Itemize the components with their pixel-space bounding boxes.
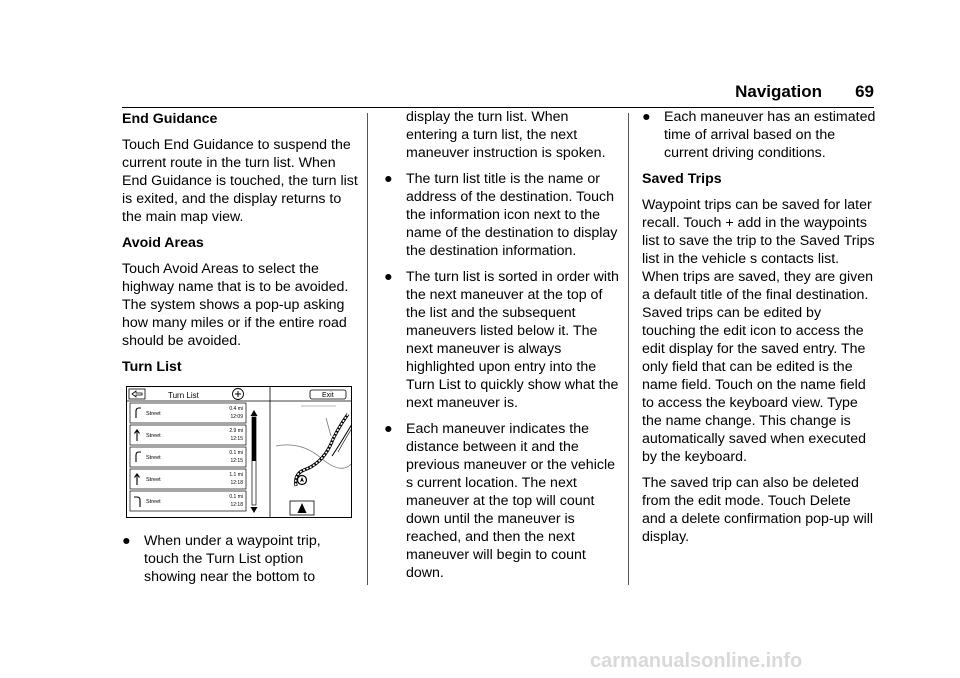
avoid-areas-body: Touch Avoid Areas to select the highway name that is to be avoided. The system shows a pop-up asking how many miles or if the entire road should be avoided.	[122, 261, 349, 349]
page-header	[122, 80, 874, 106]
svg-text:12:15: 12:15	[230, 436, 243, 442]
page-number: 69	[855, 82, 874, 101]
svg-text:0.1 mi: 0.1 mi	[229, 494, 243, 500]
exit-button[interactable]	[310, 390, 346, 399]
svg-text:Street: Street	[146, 455, 161, 461]
column-1	[122, 108, 358, 594]
saved-trips-heading: Saved Trips	[642, 171, 722, 187]
turn-list-title: Turn List	[168, 391, 199, 400]
bullet-marker: ●	[384, 421, 393, 437]
section-title: Navigation	[735, 82, 822, 101]
column-2	[384, 108, 620, 590]
turn-list-heading: Turn List	[122, 359, 182, 375]
bullet-text: The turn list title is the name or address of the destination. Touch the information icon next to the name of the destination to display the destination information.	[406, 171, 618, 259]
svg-text:Exit: Exit	[322, 392, 334, 399]
svg-text:1.1 mi: 1.1 mi	[229, 472, 243, 478]
bullet-item	[384, 268, 620, 412]
bullet-marker: ●	[642, 109, 651, 125]
turn-list-screenshot	[126, 386, 352, 518]
bullet-text: The turn list is sorted in order with the next maneuver at the top of the list and the subsequent maneuvers listed below it. The next maneuver is always highlighted upon entry into the Turn List to quickly show what the next maneuver is.	[406, 269, 619, 411]
bullet-marker: ●	[384, 269, 393, 285]
bullet-marker: ●	[122, 533, 131, 549]
list-item[interactable]	[130, 403, 246, 423]
bullet-text: Each maneuver indicates the distance between it and the previous maneuver or the vehicle s current location. The next maneuver at the top will count down until the maneuver is reached, and then the next maneuver will begin to count down.	[406, 421, 615, 581]
svg-text:12:18: 12:18	[230, 480, 243, 486]
svg-text:12:09: 12:09	[230, 414, 243, 420]
saved-trips-body-1: Waypoint trips can be saved for later recall. Touch + add in the waypoints list to save the trip to the Saved Trips list in the vehicle s contacts list. When trips are saved, they are given a default title of the final destination. Saved trips can be edited by touching the edit icon to access the edit display for the saved entry. The only field that can be edited is the name field. Touch on the name field to access the keyboard view. Type the name change. This change is automatically saved when executed by the keyboard.	[642, 197, 875, 465]
watermark: carmanualsonline.info	[590, 650, 803, 672]
bullet-item	[384, 170, 620, 260]
svg-text:Street: Street	[146, 499, 161, 505]
continuation-text: display the turn list. When entering a turn list, the next maneuver instruction is spoken.	[406, 109, 606, 161]
recenter-button[interactable]	[290, 501, 314, 515]
saved-trips-body-2: The saved trip can also be deleted from the edit mode. Touch Delete and a delete confirmation pop-up will display.	[642, 475, 874, 545]
svg-text:12:18: 12:18	[230, 502, 243, 508]
vehicle-position-icon	[298, 476, 307, 485]
bullet-item	[384, 420, 620, 582]
list-item[interactable]	[130, 469, 246, 489]
column-divider-2	[628, 113, 629, 585]
list-item[interactable]	[130, 491, 246, 511]
svg-text:Street: Street	[146, 477, 161, 483]
svg-text:12:15: 12:15	[230, 458, 243, 464]
bullet-marker: ●	[384, 171, 393, 187]
svg-text:Street: Street	[146, 411, 161, 417]
column-divider-1	[367, 113, 368, 585]
svg-text:0.1 mi: 0.1 mi	[229, 450, 243, 456]
end-guidance-body: Touch End Guidance to suspend the current route in the turn list. When End Guidance is touched, the turn list is exited, and the display returns to the main map view.	[122, 137, 358, 225]
list-item[interactable]	[130, 425, 246, 445]
bullet-text: When under a waypoint trip, touch the Turn List option showing near the bottom to	[144, 533, 321, 585]
bullet-text: Each maneuver has an estimated time of arrival based on the current driving conditions.	[664, 109, 876, 161]
avoid-areas-heading: Avoid Areas	[122, 235, 204, 251]
svg-text:2.9 mi: 2.9 mi	[229, 428, 243, 434]
back-arrow-icon[interactable]	[129, 389, 145, 399]
column-3	[642, 108, 878, 554]
list-item[interactable]	[130, 447, 246, 467]
svg-text:Street: Street	[146, 433, 161, 439]
scroll-thumb	[252, 417, 256, 461]
end-guidance-heading: End Guidance	[122, 111, 218, 127]
svg-text:0.4 mi: 0.4 mi	[229, 406, 243, 412]
maneuver-list	[130, 403, 246, 511]
add-icon[interactable]	[233, 389, 244, 400]
bullet-item	[642, 108, 878, 162]
bullet-item	[122, 532, 358, 586]
